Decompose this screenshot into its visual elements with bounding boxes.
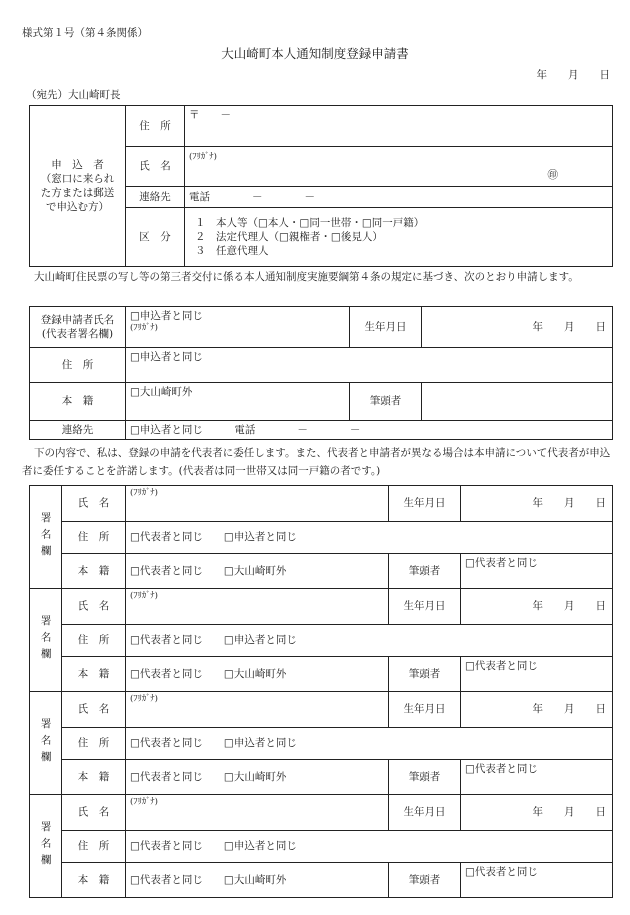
sig-birth-date[interactable]: 年 月 日 — [461, 486, 613, 522]
sig-name-label: 氏 名 — [62, 692, 126, 728]
representative-table — [29, 306, 613, 440]
name-label: 氏 名 — [126, 147, 185, 187]
signature-side-text: 署名欄 — [39, 821, 52, 871]
sig-birth-label: 生年月日 — [389, 486, 461, 522]
sig-birth-label: 生年月日 — [389, 589, 461, 625]
sig-head-option[interactable]: □代表者と同じ — [461, 554, 613, 589]
sig-head-option[interactable]: □代表者と同じ — [461, 657, 613, 692]
rep-address-label: 住 所 — [30, 348, 126, 383]
signature-side-label — [30, 486, 62, 589]
sig-domicile-label: 本 籍 — [62, 863, 126, 898]
statement-2: 下の内容で、私は、登録の申請を代表者に委任します。また、代表者と申請者が異なる場合は本申請について代表者が申込者に委任することを許諾します。(代表者は同一世帯又は同一戸籍の者です。) — [22, 447, 611, 477]
sig-address-options[interactable]: □代表者と同じ □申込者と同じ — [126, 728, 613, 760]
applicant-side-note: （窓口に来られ — [40, 172, 115, 185]
signature-side-label — [30, 795, 62, 898]
sig-name-label: 氏 名 — [62, 486, 126, 522]
form-title: 大山崎町本人通知制度登録申請書 — [221, 46, 409, 61]
signature-side-text: 署名欄 — [39, 615, 52, 665]
contact-label: 連絡先 — [126, 187, 185, 208]
rep-furigana: (ﾌﾘｶﾞﾅ) — [130, 323, 158, 334]
sig-name-label: 氏 名 — [62, 795, 126, 831]
sig-address-options[interactable]: □代表者と同じ □申込者と同じ — [126, 625, 613, 657]
sig-head-option[interactable]: □代表者と同じ — [461, 760, 613, 795]
sig-head-label: 筆頭者 — [389, 554, 461, 589]
sig-head-label: 筆頭者 — [389, 760, 461, 795]
sig-birth-date[interactable]: 年 月 日 — [461, 795, 613, 831]
sig-name-field[interactable]: (ﾌﾘｶﾞﾅ) — [126, 486, 389, 522]
sig-domicile-label: 本 籍 — [62, 657, 126, 692]
sig-domicile-label: 本 籍 — [62, 760, 126, 795]
sig-domicile-options[interactable]: □代表者と同じ □大山崎町外 — [126, 657, 389, 692]
sig-address-label: 住 所 — [62, 728, 126, 760]
sig-birth-date[interactable]: 年 月 日 — [461, 692, 613, 728]
sig-birth-label: 生年月日 — [389, 795, 461, 831]
signature-side-label — [30, 589, 62, 692]
name-field[interactable] — [185, 147, 613, 187]
rep-name-label-1: 登録申請者氏名 — [40, 313, 115, 326]
rep-head-field[interactable] — [422, 383, 613, 421]
applicant-side-note: で申込む方） — [46, 201, 109, 214]
postal-code: 〒 － — [189, 109, 231, 121]
sig-address-label: 住 所 — [62, 625, 126, 657]
rep-name-field[interactable] — [126, 307, 350, 348]
address-field[interactable] — [185, 106, 613, 147]
applicant-side-label: 申 込 者 — [51, 158, 104, 171]
addressee: （宛先）大山崎町長 — [26, 89, 121, 101]
sig-address-label: 住 所 — [62, 831, 126, 863]
sig-head-label: 筆頭者 — [389, 863, 461, 898]
sig-birth-date[interactable]: 年 月 日 — [461, 589, 613, 625]
sig-address-options[interactable]: □代表者と同じ □申込者と同じ — [126, 522, 613, 554]
signature-table — [29, 485, 613, 898]
furigana-label: (ﾌﾘｶﾞﾅ) — [189, 152, 217, 162]
sig-name-field[interactable]: (ﾌﾘｶﾞﾅ) — [126, 692, 389, 728]
sig-address-label: 住 所 — [62, 522, 126, 554]
rep-name-checkbox[interactable]: □申込者と同じ — [130, 310, 203, 322]
rep-address-field[interactable]: □申込者と同じ — [126, 348, 613, 383]
applicant-table — [29, 105, 613, 267]
type-option-2[interactable]: ２ 法定代理人（□親権者・□後見人） — [195, 230, 383, 243]
rep-contact-field[interactable]: □申込者と同じ 電話 － － — [126, 421, 613, 440]
rep-domicile-field[interactable]: □大山崎町外 — [126, 383, 350, 421]
type-option-3[interactable]: ３ 任意代理人 — [195, 245, 269, 258]
sig-birth-label: 生年月日 — [389, 692, 461, 728]
type-option-1[interactable]: １ 本人等（□本人・□同一世帯・□同一戸籍） — [195, 216, 425, 229]
phone-field[interactable]: 電話 － － — [185, 187, 613, 208]
type-options[interactable] — [185, 208, 613, 267]
statement-1: 大山崎町住民票の写し等の第三者交付に係る本人通知制度実施要綱第４条の規定に基づき、次のとおり申請します。 — [34, 271, 579, 283]
sig-name-field[interactable]: (ﾌﾘｶﾞﾅ) — [126, 795, 389, 831]
applicant-side-cell — [30, 106, 126, 267]
sig-domicile-options[interactable]: □代表者と同じ □大山崎町外 — [126, 554, 389, 589]
sig-address-options[interactable]: □代表者と同じ □申込者と同じ — [126, 831, 613, 863]
sig-domicile-options[interactable]: □代表者と同じ □大山崎町外 — [126, 863, 389, 898]
sig-head-option[interactable]: □代表者と同じ — [461, 863, 613, 898]
seal-mark: ㊞ — [547, 168, 558, 181]
rep-contact-label: 連絡先 — [30, 421, 126, 440]
address-label: 住 所 — [126, 106, 185, 147]
rep-name-label — [30, 307, 126, 348]
date-line: 年 月 日 — [536, 69, 610, 81]
sig-domicile-options[interactable]: □代表者と同じ □大山崎町外 — [126, 760, 389, 795]
rep-name-label-2: (代表者署名欄) — [41, 328, 114, 340]
signature-side-label — [30, 692, 62, 795]
signature-side-text: 署名欄 — [39, 718, 52, 768]
sig-domicile-label: 本 籍 — [62, 554, 126, 589]
rep-birth-label: 生年月日 — [350, 307, 422, 348]
sig-name-field[interactable]: (ﾌﾘｶﾞﾅ) — [126, 589, 389, 625]
type-label: 区 分 — [126, 208, 185, 267]
form-number: 様式第１号（第４条関係） — [22, 27, 148, 39]
sig-name-label: 氏 名 — [62, 589, 126, 625]
signature-side-text: 署名欄 — [39, 512, 52, 562]
applicant-side-note: た方または郵送 — [40, 187, 115, 199]
sig-head-label: 筆頭者 — [389, 657, 461, 692]
rep-birth-date[interactable]: 年 月 日 — [422, 307, 613, 348]
rep-domicile-label: 本 籍 — [30, 383, 126, 421]
rep-head-label: 筆頭者 — [350, 383, 422, 421]
